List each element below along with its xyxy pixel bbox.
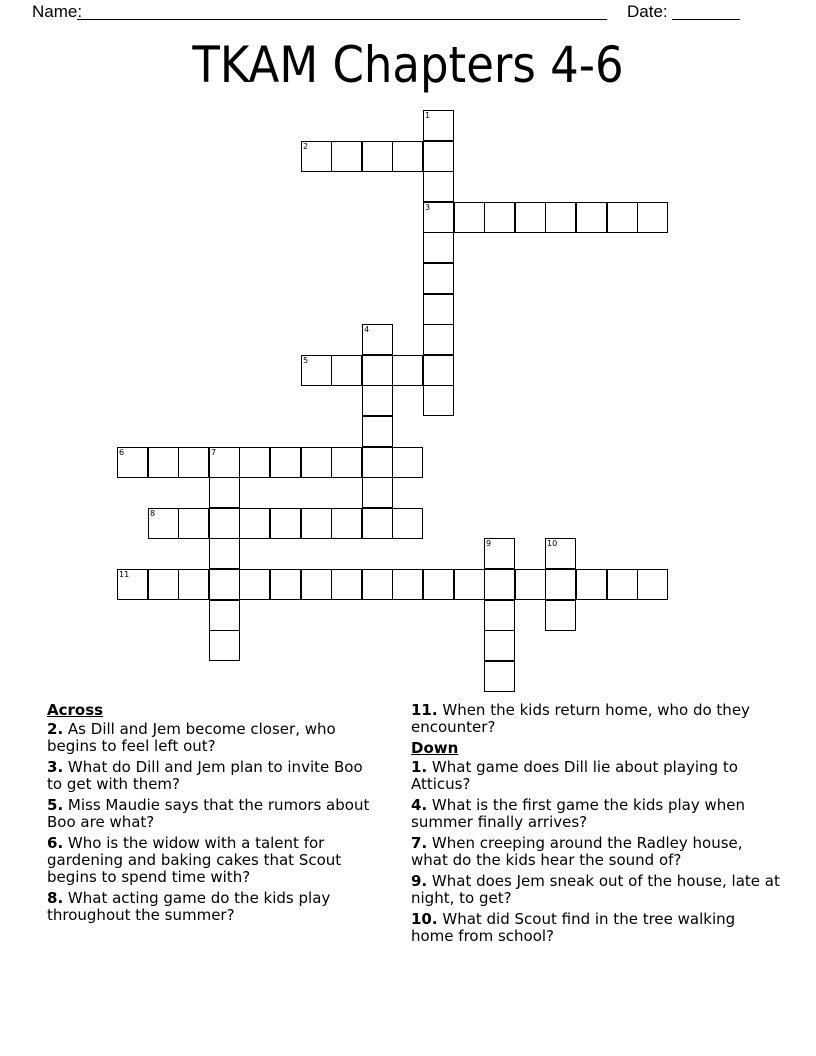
grid-cell[interactable] [209,508,240,539]
grid-cell[interactable] [423,171,454,202]
grid-cell[interactable] [484,538,515,569]
clue-number: 10 [547,539,558,548]
grid-cell[interactable] [545,538,576,569]
grid-cell[interactable] [362,385,393,416]
grid-cell[interactable] [362,141,393,172]
grid-cell[interactable] [607,569,638,600]
grid-cell[interactable] [117,569,148,600]
grid-cell[interactable] [515,569,546,600]
grid-cell[interactable] [454,569,485,600]
grid-cell[interactable] [392,569,423,600]
clue-number: 6 [119,448,125,457]
grid-cell[interactable] [209,600,240,631]
clue-number: 8 [150,509,156,518]
clues-column-right [411,702,781,949]
grid-cell[interactable] [423,141,454,172]
clue-number: 2 [303,142,309,151]
clue-across-2: 2. As Dill and Jem become closer, who begins to feel left out? [47,720,336,755]
grid-cell[interactable] [515,202,546,233]
grid-cell[interactable] [270,508,301,539]
grid-cell[interactable] [607,202,638,233]
grid-cell[interactable] [484,600,515,631]
grid-cell[interactable] [484,630,515,661]
grid-cell[interactable] [423,263,454,294]
down-heading: Down [411,739,459,757]
grid-cell[interactable] [545,569,576,600]
grid-cell[interactable] [423,324,454,355]
name-label: Name: [32,2,83,21]
grid-cell[interactable] [362,416,393,447]
grid-cell[interactable] [484,202,515,233]
grid-cell[interactable] [117,447,148,478]
clue-across-5: 5. Miss Maudie says that the rumors about Boo are what? [47,796,370,831]
clue-down-1: 1. What game does Dill lie about playing to Atticus? [411,758,738,793]
grid-cell[interactable] [392,141,423,172]
grid-cell[interactable] [301,141,332,172]
grid-cell[interactable] [301,355,332,386]
clue-across-3: 3. What do Dill and Jem plan to invite Boo to get with them? [47,758,363,793]
clue-across-8: 8. What acting game do the kids play throughout the summer? [47,889,331,924]
grid-cell[interactable] [331,569,362,600]
grid-cell[interactable] [239,508,270,539]
grid-cell[interactable] [423,385,454,416]
grid-cell[interactable] [545,202,576,233]
grid-cell[interactable] [148,569,179,600]
clues-column-left [47,702,377,928]
grid-cell[interactable] [576,569,607,600]
grid-cell[interactable] [423,202,454,233]
grid-cell[interactable] [331,355,362,386]
grid-cell[interactable] [576,202,607,233]
grid-cell[interactable] [239,447,270,478]
grid-cell[interactable] [301,508,332,539]
grid-cell[interactable] [484,569,515,600]
grid-cell[interactable] [270,447,301,478]
grid-cell[interactable] [239,569,270,600]
grid-cell[interactable] [392,447,423,478]
grid-cell[interactable] [331,141,362,172]
clue-down-7: 7. When creeping around the Radley house, what do the kids hear the sound of? [411,834,743,869]
grid-cell[interactable] [209,538,240,569]
clue-number: 9 [486,539,492,548]
grid-cell[interactable] [209,447,240,478]
across-heading: Across [47,701,104,719]
clue-across-11: 11. When the kids return home, who do they encounter? [411,701,750,736]
grid-cell[interactable] [637,569,668,600]
grid-cell[interactable] [331,508,362,539]
date-label: Date: [627,2,668,21]
grid-cell[interactable] [423,294,454,325]
grid-cell[interactable] [362,477,393,508]
grid-cell[interactable] [423,110,454,141]
grid-cell[interactable] [423,232,454,263]
grid-cell[interactable] [209,477,240,508]
clue-number: 7 [211,448,217,457]
grid-cell[interactable] [178,447,209,478]
grid-cell[interactable] [423,569,454,600]
clue-number: 4 [364,325,370,334]
clue-number: 5 [303,356,309,365]
grid-cell[interactable] [301,569,332,600]
grid-cell[interactable] [209,630,240,661]
grid-cell[interactable] [178,569,209,600]
grid-cell[interactable] [331,447,362,478]
page-title: TKAM Chapters 4-6 [192,36,624,94]
grid-cell[interactable] [209,569,240,600]
grid-cell[interactable] [392,355,423,386]
grid-cell[interactable] [362,569,393,600]
grid-cell[interactable] [362,447,393,478]
clue-number: 3 [425,203,431,212]
grid-cell[interactable] [454,202,485,233]
grid-cell[interactable] [545,600,576,631]
clue-down-4: 4. What is the first game the kids play when summer finally arrives? [411,796,746,831]
clue-number: 11 [119,570,130,579]
grid-cell[interactable] [362,324,393,355]
clue-down-10: 10. What did Scout find in the tree walking home from school? [411,910,736,945]
grid-cell[interactable] [362,355,393,386]
clue-down-9: 9. What does Jem sneak out of the house, late at night, to get? [411,872,780,907]
clue-number: 1 [425,111,431,120]
grid-cell[interactable] [178,508,209,539]
grid-cell[interactable] [301,447,332,478]
grid-cell[interactable] [423,355,454,386]
grid-cell[interactable] [484,661,515,692]
grid-cell[interactable] [392,508,423,539]
grid-cell[interactable] [637,202,668,233]
grid-cell[interactable] [362,508,393,539]
grid-cell[interactable] [270,569,301,600]
clue-across-6: 6. Who is the widow with a talent for gardening and baking cakes that Scout begins to spend time with? [47,834,342,886]
grid-cell[interactable] [148,447,179,478]
grid-cell[interactable] [148,508,179,539]
